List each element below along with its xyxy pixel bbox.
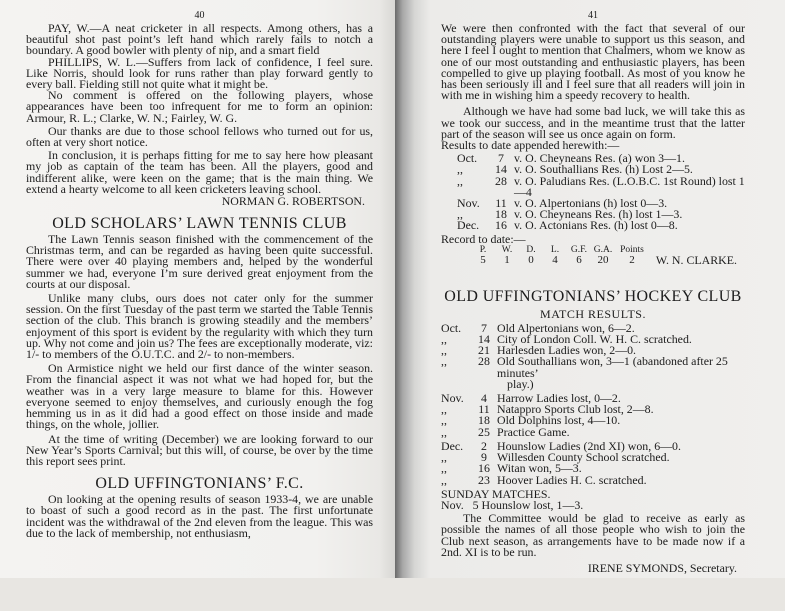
result-month <box>441 379 475 390</box>
result-month: ,, <box>441 450 447 465</box>
record-header: Points <box>620 244 644 255</box>
result-day: 11 <box>478 402 490 417</box>
fc-paragraph: On looking at the opening results of season 1933-4, we are unable to boast of such a good record as in the past. The first unfortunate incident was the withdrawal of the 2nd eleven from the league. This was due to the lack of membership, not enthusiasm, <box>26 492 373 540</box>
result-month: ,, <box>441 413 447 428</box>
tennis-heading: OLD SCHOLARS’ LAWN TENNIS CLUB <box>52 215 347 233</box>
record-value: 5 <box>480 253 486 266</box>
result-month: ,, <box>441 461 447 476</box>
result-text: Old Dolphins lost, 4—10. <box>497 413 621 428</box>
fc-heading: OLD UFFINGTONIANS’ F.C. <box>95 475 304 493</box>
record-col <box>495 245 519 266</box>
hockey-paragraph: The Committee would be glad to receive as early as possible the names of all those people who wish to join the Club next season, as arrangements have to be made now if a 2nd. XI is to be run. <box>441 511 745 559</box>
result-day: 7 <box>481 320 487 335</box>
record-header: W. <box>501 244 513 255</box>
result-month: ,, <box>441 332 447 347</box>
right-page <box>395 0 785 578</box>
result-text: Harlesden Ladies won, 2—0. <box>497 343 637 358</box>
record-block <box>441 245 745 266</box>
result-text: v. O. Cheyneans Res. (a) won 3—1. <box>513 151 685 166</box>
result-text: Hounslow Ladies (2nd XI) won, 6—0. <box>497 438 681 453</box>
result-month: Dec. <box>457 218 480 233</box>
record-col <box>591 245 615 266</box>
result-text: Witan won, 5—3. <box>497 461 582 476</box>
result-month: ,, <box>441 402 447 417</box>
hockey-result-row <box>441 424 745 439</box>
result-day <box>475 379 493 390</box>
result-text: v. O. Southallians Res. (h) Lost 2—5. <box>513 162 693 177</box>
fc-results-list <box>441 153 745 231</box>
record-value: 0 <box>528 253 534 266</box>
result-month: ,, <box>441 354 447 369</box>
result-text: Hoover Ladies H. C. scratched. <box>497 472 647 487</box>
page-number: 40 <box>194 10 205 21</box>
tennis-paragraph: At the time of writing (December) we are looking forward to our New Year’s Sports Carnival; but this will, of course, be over by the time this report sees print. <box>26 431 373 468</box>
result-text: Old Alpertonians won, 6—2. <box>497 320 635 335</box>
result-text: v. O. Paludians Res. (L.O.B.C. 1st Round) lost 1—4 <box>513 173 745 199</box>
fc-signature: W. N. CLARKE. <box>655 252 737 267</box>
record-value: 2 <box>629 253 635 266</box>
result-text: Natappro Sports Club lost, 2—8. <box>497 402 654 417</box>
record-col <box>615 245 649 266</box>
record-value: 1 <box>504 253 510 266</box>
record-value: 20 <box>597 253 609 266</box>
result-day: 16 <box>478 461 490 476</box>
result-day: 21 <box>478 343 490 358</box>
record-col <box>471 245 495 266</box>
cricket-paragraph: Our thanks are due to those school fellows who turned out for us, often at very short notice. <box>26 123 373 150</box>
hockey-heading: OLD UFFINGTONIANS’ HOCKEY CLUB <box>444 287 742 305</box>
cricket-paragraph: In conclusion, it is perhaps fitting for me to say here how pleasant my job as captain of the team has been. All the players, good and indifferent alike, were keen on the game; that is the main thing. We extend a hearty welcome to all keen cricketers leaving school. <box>26 148 373 196</box>
result-month: Nov. <box>441 391 464 406</box>
results-intro: Results to date appended herewith:— <box>441 138 620 153</box>
result-day: 11 <box>495 196 507 211</box>
hockey-result-row <box>441 376 745 391</box>
left-page <box>0 0 395 578</box>
fc-paragraph: Although we have had some bad luck, we will take this as we took our success, and in the meantime trust that the latter part of the season will see us once again on form. <box>441 104 745 141</box>
result-text: Practice Game. <box>497 424 570 439</box>
hockey-subheading: MATCH RESULTS. <box>540 306 646 321</box>
result-text: v. O. Alpertonians (h) lost 0—3. <box>513 196 668 211</box>
record-label: Record to date:— <box>441 231 526 246</box>
record-col <box>519 245 543 266</box>
result-text: Willesden County School scratched. <box>497 450 670 465</box>
record-value: 6 <box>576 253 582 266</box>
sunday-result: Nov. 5 Hounslow lost, 1—3. <box>441 497 584 512</box>
result-day: 28 <box>495 173 507 188</box>
result-day: 14 <box>478 332 490 347</box>
result-text: City of London Coll. W. H. C. scratched. <box>497 332 692 347</box>
tennis-paragraph: The Lawn Tennis season finished with the commencement of the Christmas term, and can be regarded as having been quite successful. There were over 40 playing members and, helped by the wonderful summer we had, everyone I’m sure derived great enjoyment from the courts at our disposal. <box>26 232 373 291</box>
result-month: ,, <box>457 162 463 177</box>
result-month: ,, <box>457 207 463 222</box>
record-header: G.A. <box>593 244 613 255</box>
result-day: 9 <box>481 450 487 465</box>
result-day: 16 <box>495 218 507 233</box>
record-col <box>567 245 591 266</box>
fc-result-row <box>457 173 745 199</box>
result-month: ,, <box>441 343 447 358</box>
result-day: 14 <box>495 162 507 177</box>
fc-result-row <box>457 220 745 231</box>
record-header: G.F. <box>570 244 588 255</box>
hockey-results-list <box>441 320 745 487</box>
result-text: Harrow Ladies lost, 0—2. <box>497 391 621 406</box>
record-col <box>543 245 567 266</box>
cricket-paragraph: No comment is offered on the following players, whose appearances have been too infrequent for me to form an opinion: Armour, R. L.; Clarke, W. N.; Fairley, W. G. <box>26 88 373 125</box>
result-text: Old Southallians won, 3—1 (abandoned after 25 minutes’ <box>497 354 728 380</box>
fc-paragraph: We were then confronted with the fact that several of our outstanding players were unable to support us this season, and here I feel I ought to mention that Chalmers, whom we know as one of our most outstanding and enthusiastic players, has been compelled to give up playing football. As most of you know he has been seriously ill and I feel sure that all readers will join in with me in wishing him a speedy recovery to health. <box>441 21 745 103</box>
hockey-signature: IRENE SYMONDS, Secretary. <box>587 560 737 575</box>
hockey-result-row <box>441 472 745 487</box>
record-header: P. <box>479 244 487 255</box>
result-day: 28 <box>478 354 490 369</box>
cricket-paragraph: PHILLIPS, W. L.—Suffers from lack of confidence, I feel sure. Like Norris, should look for runs rather than play forward gently to every ball. Fielding still not quite what it might be. <box>26 54 373 92</box>
result-month: Dec. <box>441 438 464 453</box>
result-day: 18 <box>478 413 490 428</box>
cricket-signature: NORMAN G. ROBERTSON. <box>221 194 365 209</box>
record-header: L. <box>550 244 560 255</box>
result-month: ,, <box>441 424 447 439</box>
result-text: play.) <box>507 376 534 391</box>
tennis-paragraph: Unlike many clubs, ours does not cater only for the summer session. On the first Tuesday of the past term we started the Table Tennis section of the club. This branch is growing steadily and the members’ enjoyment of this sport is evident by the regularity with which they turn up. Why not come and join us? The fees are exceptionally moderate, viz: 1/- to members of the O.U.T.C. and 2/- to non-members. <box>26 291 373 362</box>
record-header: D. <box>526 244 536 255</box>
result-day: 7 <box>498 151 504 166</box>
result-day: 25 <box>478 424 490 439</box>
record-table <box>441 245 649 266</box>
result-month: ,, <box>457 173 463 188</box>
page-number: 41 <box>588 10 598 21</box>
sunday-heading: SUNDAY MATCHES. <box>441 486 551 501</box>
result-month: Nov. <box>457 196 480 211</box>
result-day: 4 <box>481 391 487 406</box>
cricket-paragraph: PAY, W.—A neat cricketer in all respects. Among others, has a beautiful shot past point’s left hand which rarely fails to notch a boundary. A good bowler with plenty of nip, and a smart field <box>26 21 373 58</box>
result-day: 2 <box>481 438 487 453</box>
result-month: Oct. <box>441 320 462 335</box>
result-month: Oct. <box>457 151 478 166</box>
result-day: 18 <box>495 207 507 222</box>
result-text: v. O. Cheyneans Res. (h) lost 1—3. <box>513 207 683 222</box>
tennis-paragraph: On Armistice night we held our first dance of the winter season. From the financial aspect it was not what we had hoped for, but the weather was in a very large measure to blame for this. However everyone seemed to enjoy themselves, and curiously enough the fog hemming us in as it did had a good effect on those inside and made things, on the whole, jollier. <box>26 361 373 432</box>
hockey-result-row <box>441 356 745 378</box>
record-value: 4 <box>552 253 558 266</box>
result-month: ,, <box>441 472 447 487</box>
result-day: 23 <box>478 472 490 487</box>
result-text: v. O. Actonians Res. (h) lost 0—8. <box>513 218 678 233</box>
